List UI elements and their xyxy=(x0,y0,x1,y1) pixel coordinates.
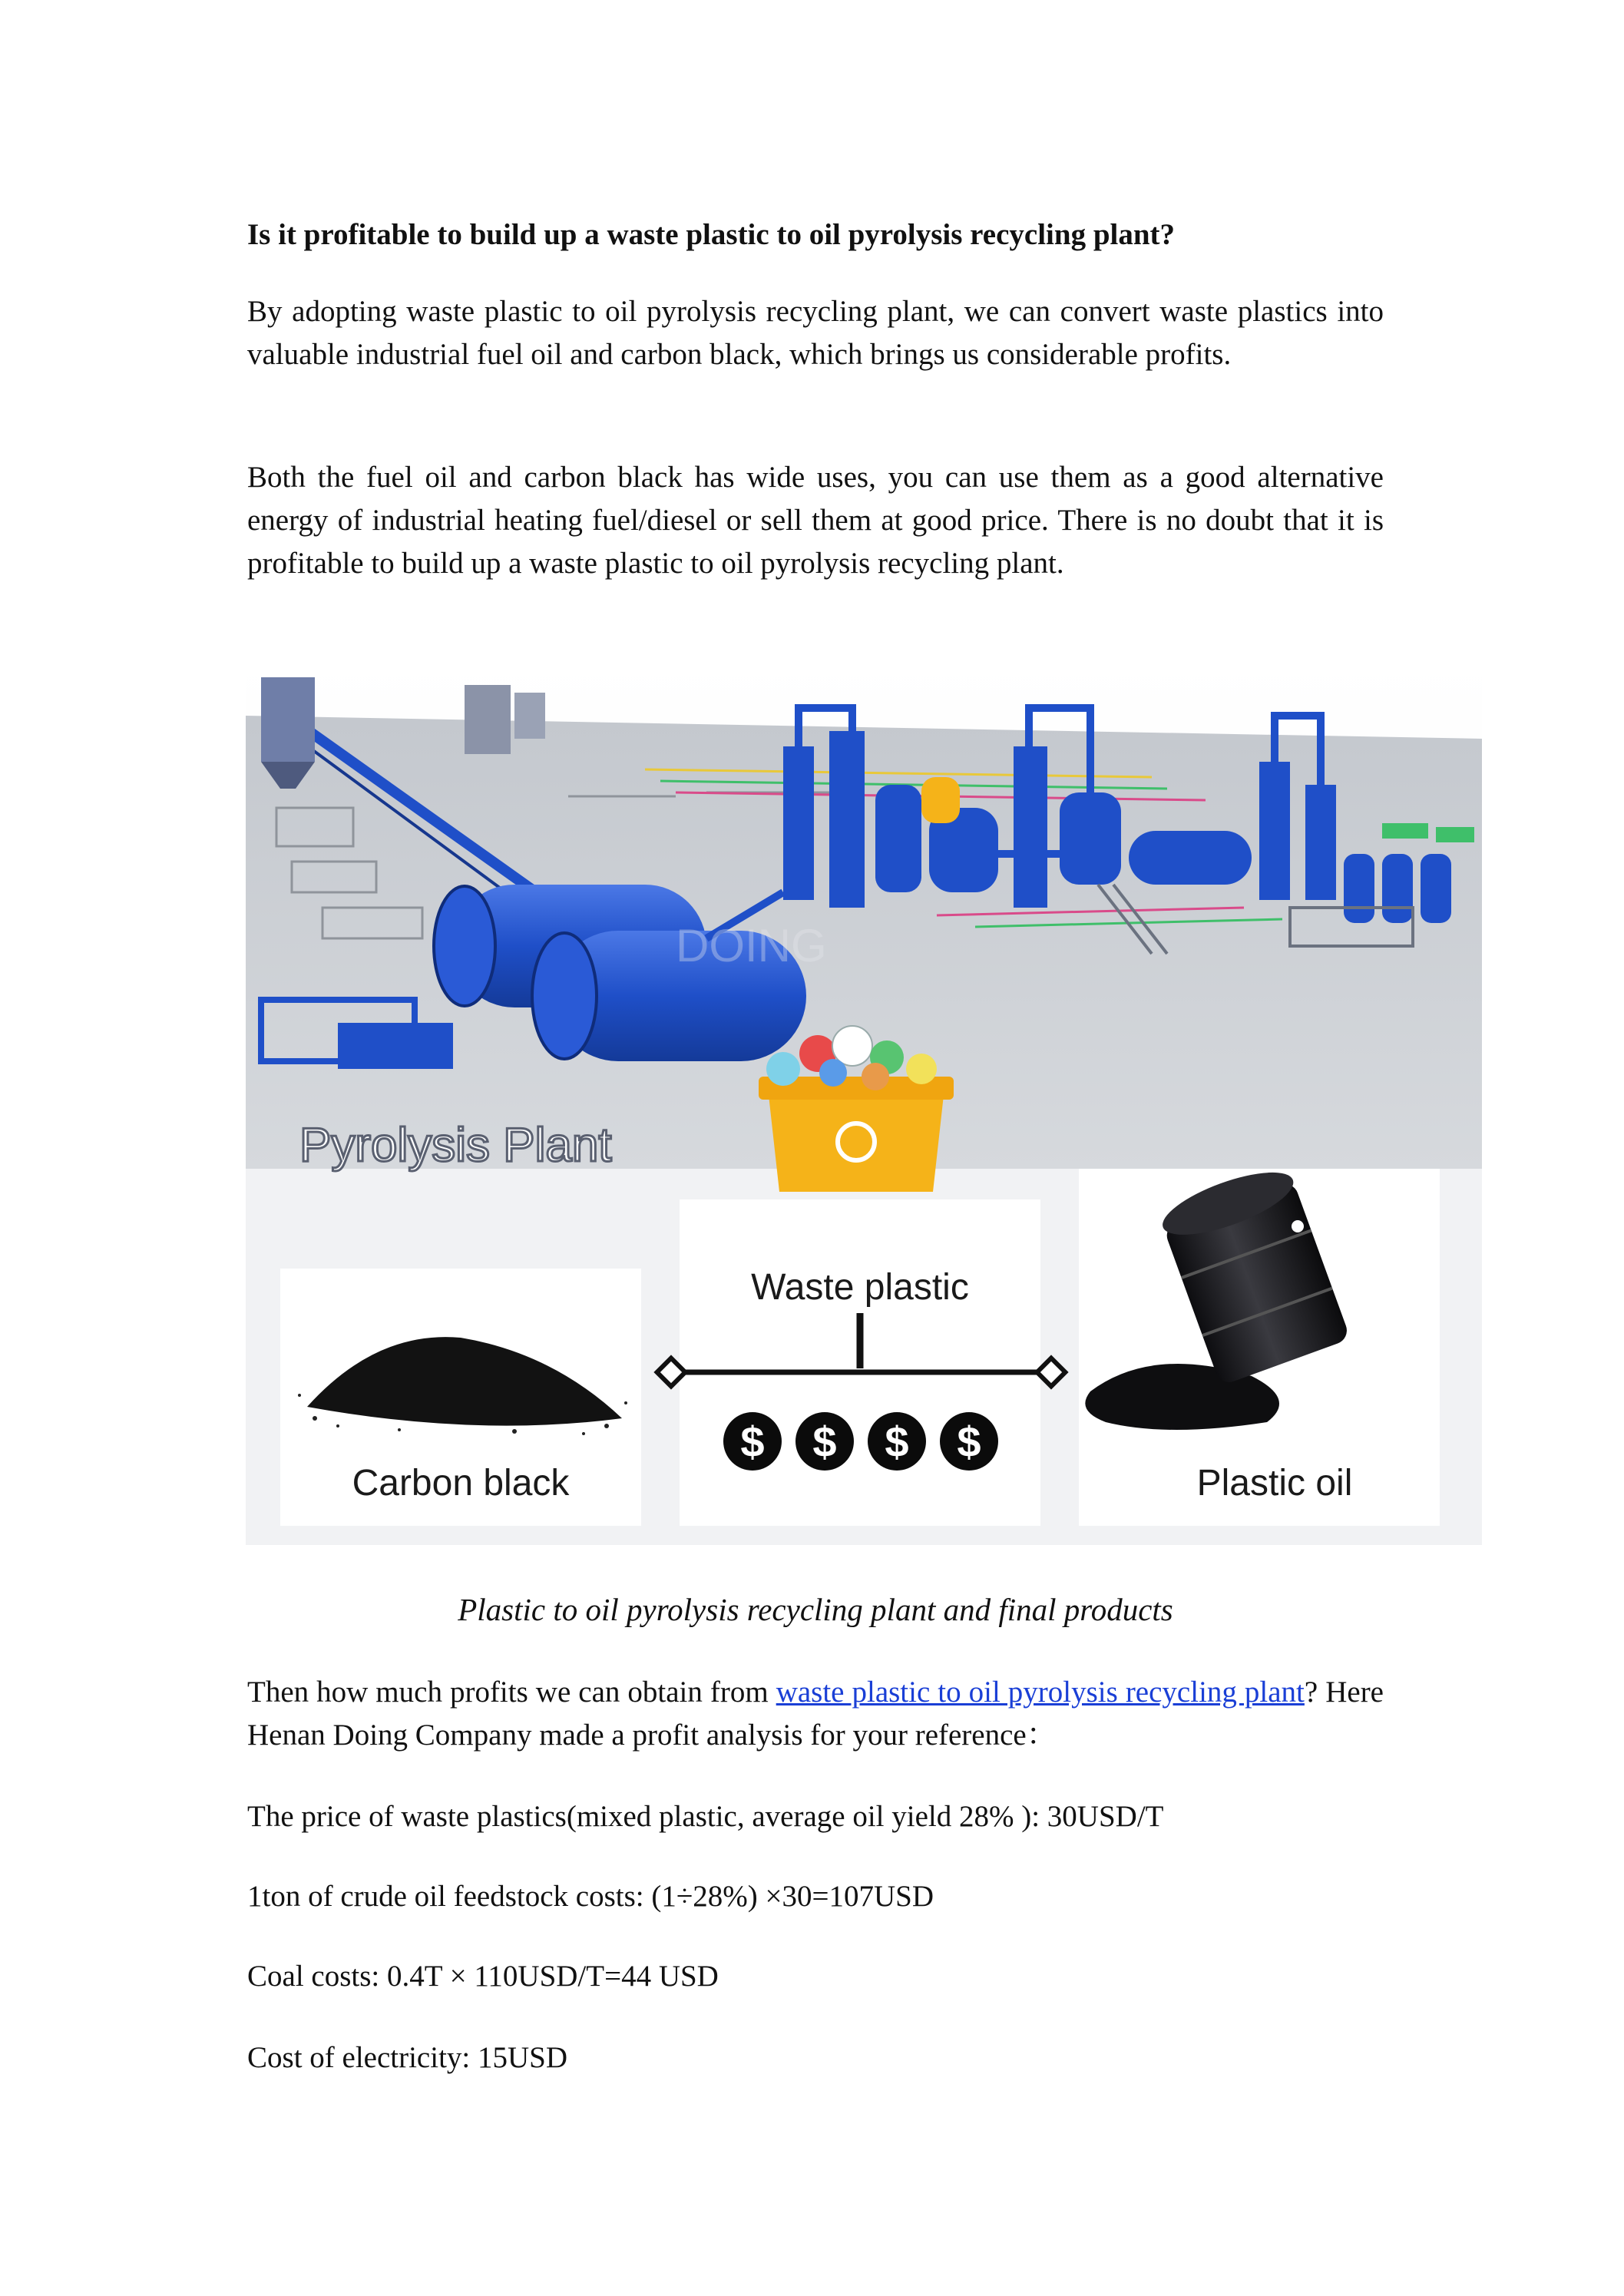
figure-caption: Plastic to oil pyrolysis recycling plant and final products xyxy=(458,1592,1173,1627)
dollar-coin-icon xyxy=(868,1412,926,1471)
feedstock-cost-line: 1ton of crude oil feedstock costs: (1÷28%) ×30=107USD xyxy=(247,1880,934,1913)
dollar-coin-icon xyxy=(795,1412,854,1471)
svg-text:DOING: DOING xyxy=(676,920,827,971)
pyrolysis-plant-link[interactable]: waste plastic to oil pyrolysis recycling plant xyxy=(776,1676,1305,1709)
waste-plastic-label: Waste plastic xyxy=(751,1267,969,1308)
paragraph-text: Then how much profits we can obtain from xyxy=(247,1676,776,1709)
electricity-cost-line: Cost of electricity: 15USD xyxy=(247,2041,568,2074)
dollar-coin-icon xyxy=(940,1412,998,1471)
waste-plastic-price-line: The price of waste plastics(mixed plastic, average oil yield 28% ): 30USD/T xyxy=(247,1800,1164,1833)
svg-text:$: $ xyxy=(740,1418,765,1466)
coal-cost-line: Coal costs: 0.4T × 110USD/T=44 USD xyxy=(247,1960,719,1993)
paragraph-uses: Both the fuel oil and carbon black has wide uses, you can use them as a good alternative energy of industrial heating fuel/diesel or sell them at good price. There is no doubt that it is profitable to build up a waste plastic to oil pyrolysis recycling plant. xyxy=(247,461,1384,580)
plant-label: Pyrolysis Plant xyxy=(299,1119,612,1172)
svg-text:$: $ xyxy=(885,1418,909,1466)
page-heading: Is it profitable to build up a waste plastic to oil pyrolysis recycling plant? xyxy=(247,218,1176,251)
dollar-coin-icon xyxy=(723,1412,782,1471)
paragraph-text: ? Here Henan Doing Company made a profit analysis for your reference： xyxy=(247,1676,1384,1752)
paragraph-profit-intro xyxy=(247,1671,1384,1757)
plastic-oil-label: Plastic oil xyxy=(1196,1463,1353,1504)
svg-text:$: $ xyxy=(812,1418,837,1466)
pyrolysis-plant-figure xyxy=(246,662,1482,1545)
carbon-black-label: Carbon black xyxy=(352,1463,570,1504)
svg-text:$: $ xyxy=(957,1418,981,1466)
paragraph-intro: By adopting waste plastic to oil pyrolysis recycling plant, we can convert waste plastics into valuable industrial fuel oil and carbon black, which brings us considerable profits. xyxy=(247,295,1384,371)
